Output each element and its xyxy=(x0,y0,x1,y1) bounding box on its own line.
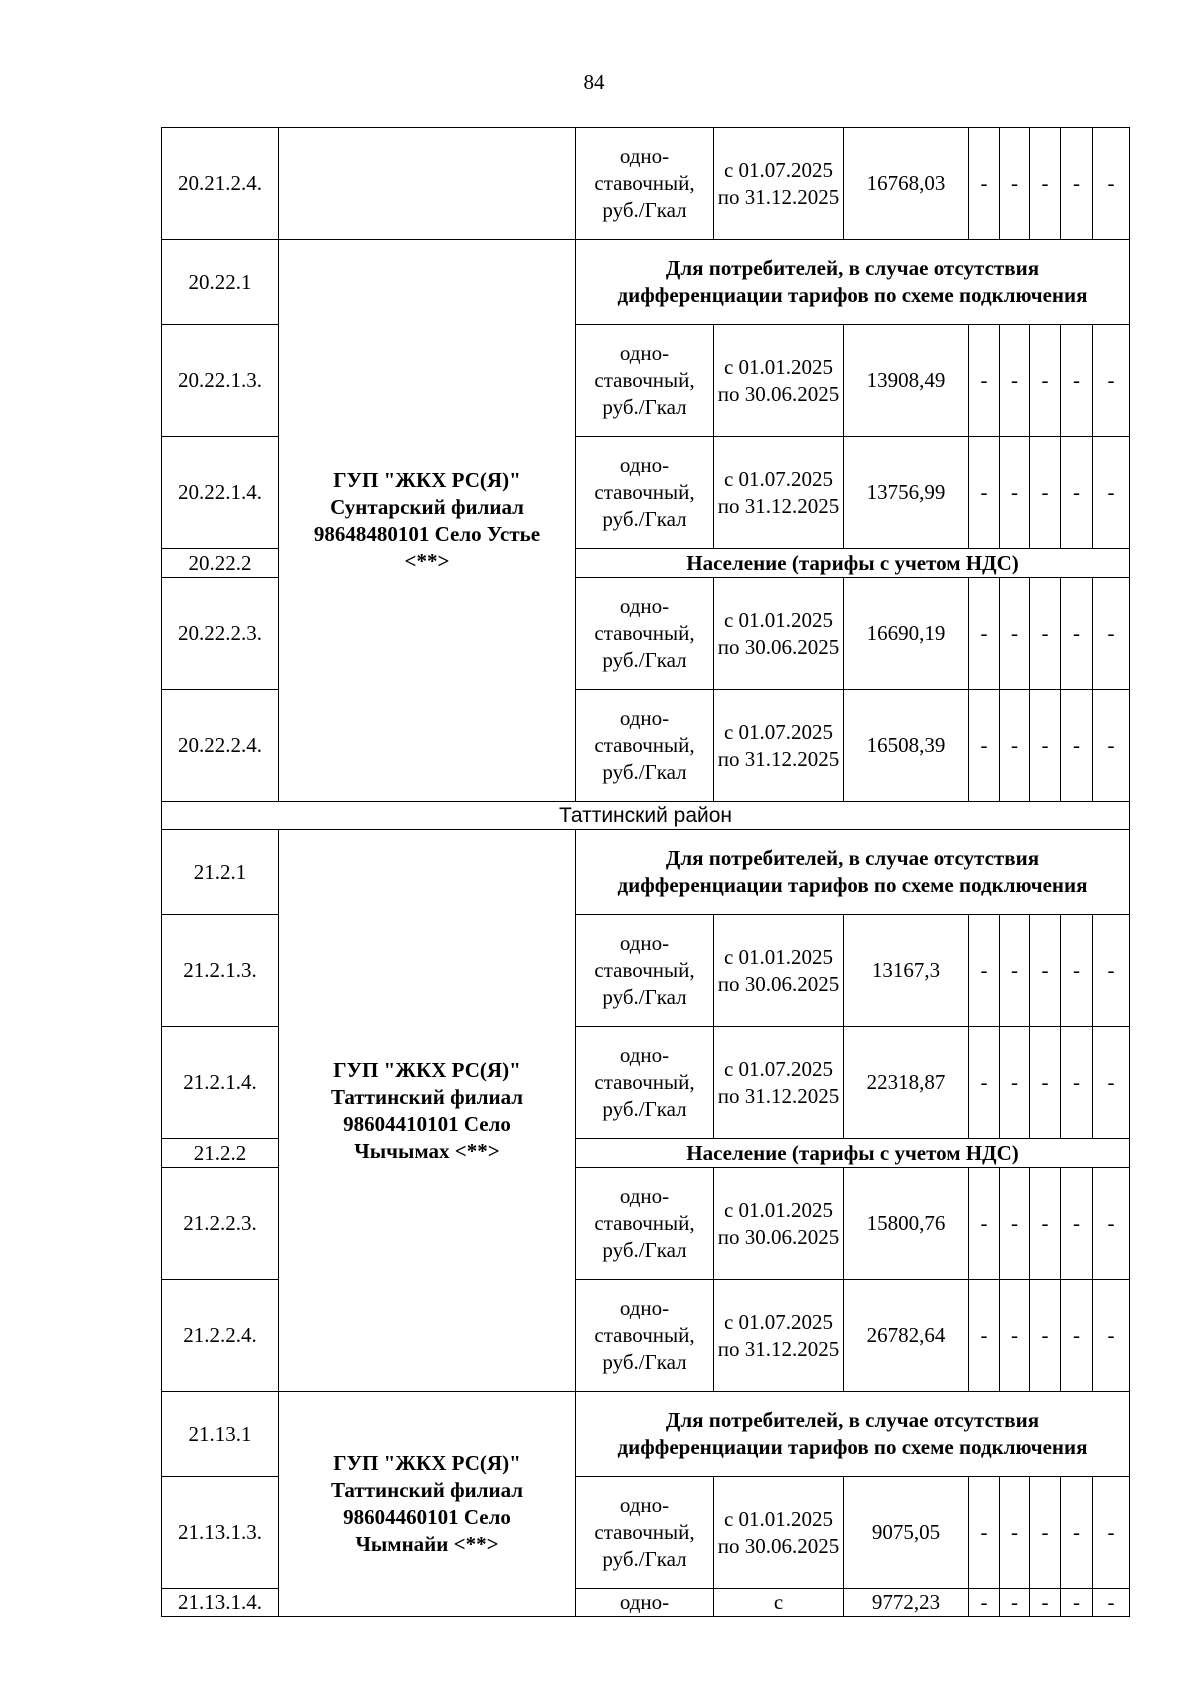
org-cell-empty xyxy=(279,128,576,240)
row-code: 20.22.2.3. xyxy=(162,578,279,690)
period: с xyxy=(714,1589,844,1617)
dash-cell: - xyxy=(1093,1280,1130,1392)
period: с 01.07.2025 по 31.12.2025 xyxy=(714,437,844,549)
dash-cell: - xyxy=(1093,325,1130,437)
dash-cell: - xyxy=(1061,578,1093,690)
row-code: 21.2.2 xyxy=(162,1139,279,1168)
dash-cell: - xyxy=(1000,1477,1030,1589)
section-header: Население (тарифы с учетом НДС) xyxy=(576,1139,1130,1168)
page-number: 84 xyxy=(583,70,605,94)
dash-cell: - xyxy=(1093,1168,1130,1280)
row-code: 21.2.1.3. xyxy=(162,915,279,1027)
dash-cell: - xyxy=(969,1477,1000,1589)
row-code: 20.22.2 xyxy=(162,549,279,578)
period: с 01.01.2025 по 30.06.2025 xyxy=(714,1168,844,1280)
table-row xyxy=(162,128,1130,240)
rate-type: одно-ставочный, руб./Гкал xyxy=(576,690,714,802)
dash-cell: - xyxy=(969,437,1000,549)
tariff-value: 13908,49 xyxy=(844,325,969,437)
period: с 01.07.2025 по 31.12.2025 xyxy=(714,128,844,240)
organization-cell: ГУП "ЖКХ РС(Я)" Таттинский филиал 98604410101 Село Чычымах <**> xyxy=(279,830,576,1392)
dash-cell: - xyxy=(969,1280,1000,1392)
dash-cell: - xyxy=(1061,1027,1093,1139)
row-code: 21.13.1 xyxy=(162,1392,279,1477)
row-code: 21.2.1.4. xyxy=(162,1027,279,1139)
dash-cell: - xyxy=(969,128,1000,240)
period: с 01.01.2025 по 30.06.2025 xyxy=(714,325,844,437)
dash-cell: - xyxy=(1030,325,1061,437)
period: с 01.07.2025 по 31.12.2025 xyxy=(714,1280,844,1392)
organization-cell: ГУП "ЖКХ РС(Я)" Сунтарский филиал 98648480101 Село Устье <**> xyxy=(279,240,576,802)
dash-cell: - xyxy=(1000,578,1030,690)
dash-cell: - xyxy=(1000,1168,1030,1280)
rate-type: одно-ставочный, руб./Гкал xyxy=(576,1477,714,1589)
dash-cell: - xyxy=(1030,1589,1061,1617)
period: с 01.01.2025 по 30.06.2025 xyxy=(714,1477,844,1589)
table-row xyxy=(162,240,1130,325)
row-code: 20.22.1 xyxy=(162,240,279,325)
rate-type: одно-ставочный, руб./Гкал xyxy=(576,437,714,549)
dash-cell: - xyxy=(1000,325,1030,437)
tariff-value: 22318,87 xyxy=(844,1027,969,1139)
tariff-value: 13756,99 xyxy=(844,437,969,549)
rate-type: одно-ставочный, руб./Гкал xyxy=(576,915,714,1027)
row-code: 20.22.2.4. xyxy=(162,690,279,802)
tariff-value: 9075,05 xyxy=(844,1477,969,1589)
dash-cell: - xyxy=(1030,128,1061,240)
section-header: Население (тарифы с учетом НДС) xyxy=(576,549,1130,578)
dash-cell: - xyxy=(1093,578,1130,690)
tariff-value: 16508,39 xyxy=(844,690,969,802)
section-header: Для потребителей, в случае отсутствия дифференциации тарифов по схеме подключения xyxy=(576,830,1130,915)
dash-cell: - xyxy=(1000,690,1030,802)
dash-cell: - xyxy=(969,1168,1000,1280)
rate-type: одно-ставочный, руб./Гкал xyxy=(576,128,714,240)
dash-cell: - xyxy=(1030,1168,1061,1280)
dash-cell: - xyxy=(1061,915,1093,1027)
tariff-value: 9772,23 xyxy=(844,1589,969,1617)
dash-cell: - xyxy=(1061,1589,1093,1617)
rate-type: одно-ставочный, руб./Гкал xyxy=(576,325,714,437)
dash-cell: - xyxy=(1061,690,1093,802)
section-header: Для потребителей, в случае отсутствия дифференциации тарифов по схеме подключения xyxy=(576,240,1130,325)
region-row xyxy=(162,802,1130,830)
organization-cell: ГУП "ЖКХ РС(Я)" Таттинский филиал 98604460101 Село Чымнайи <**> xyxy=(279,1392,576,1617)
dash-cell: - xyxy=(969,578,1000,690)
tariff-value: 13167,3 xyxy=(844,915,969,1027)
dash-cell: - xyxy=(1093,1477,1130,1589)
dash-cell: - xyxy=(1030,1027,1061,1139)
tariff-value: 15800,76 xyxy=(844,1168,969,1280)
rate-type: одно-ставочный, руб./Гкал xyxy=(576,1027,714,1139)
dash-cell: - xyxy=(1093,1027,1130,1139)
dash-cell: - xyxy=(1061,1477,1093,1589)
table-row xyxy=(162,1392,1130,1477)
region-title: Таттинский район xyxy=(162,802,1130,830)
dash-cell: - xyxy=(1030,1477,1061,1589)
rate-type: одно-ставочный, руб./Гкал xyxy=(576,1168,714,1280)
rate-type: одно- xyxy=(576,1589,714,1617)
period: с 01.01.2025 по 30.06.2025 xyxy=(714,915,844,1027)
rate-type: одно-ставочный, руб./Гкал xyxy=(576,1280,714,1392)
period: с 01.01.2025 по 30.06.2025 xyxy=(714,578,844,690)
row-code: 21.13.1.4. xyxy=(162,1589,279,1617)
dash-cell: - xyxy=(1030,578,1061,690)
dash-cell: - xyxy=(969,915,1000,1027)
dash-cell: - xyxy=(1030,437,1061,549)
dash-cell: - xyxy=(1000,128,1030,240)
dash-cell: - xyxy=(1093,437,1130,549)
rate-type: одно-ставочный, руб./Гкал xyxy=(576,578,714,690)
dash-cell: - xyxy=(969,690,1000,802)
dash-cell: - xyxy=(1000,1027,1030,1139)
dash-cell: - xyxy=(1000,437,1030,549)
dash-cell: - xyxy=(969,1589,1000,1617)
tariff-value: 16690,19 xyxy=(844,578,969,690)
dash-cell: - xyxy=(1000,1589,1030,1617)
row-code: 21.2.1 xyxy=(162,830,279,915)
dash-cell: - xyxy=(1000,1280,1030,1392)
dash-cell: - xyxy=(1061,437,1093,549)
tariff-value: 26782,64 xyxy=(844,1280,969,1392)
period: с 01.07.2025 по 31.12.2025 xyxy=(714,690,844,802)
section-header: Для потребителей, в случае отсутствия дифференциации тарифов по схеме подключения xyxy=(576,1392,1130,1477)
dash-cell: - xyxy=(969,325,1000,437)
row-code: 21.2.2.4. xyxy=(162,1280,279,1392)
dash-cell: - xyxy=(1061,325,1093,437)
period: с 01.07.2025 по 31.12.2025 xyxy=(714,1027,844,1139)
dash-cell: - xyxy=(1000,915,1030,1027)
dash-cell: - xyxy=(1061,128,1093,240)
row-code: 21.13.1.3. xyxy=(162,1477,279,1589)
row-code: 20.22.1.3. xyxy=(162,325,279,437)
tariff-table xyxy=(161,127,1130,1617)
row-code: 21.2.2.3. xyxy=(162,1168,279,1280)
row-code: 20.22.1.4. xyxy=(162,437,279,549)
dash-cell: - xyxy=(1061,1168,1093,1280)
dash-cell: - xyxy=(1030,1280,1061,1392)
dash-cell: - xyxy=(1061,1280,1093,1392)
table-row xyxy=(162,830,1130,915)
dash-cell: - xyxy=(1093,128,1130,240)
dash-cell: - xyxy=(1093,1589,1130,1617)
dash-cell: - xyxy=(1093,915,1130,1027)
dash-cell: - xyxy=(1030,915,1061,1027)
dash-cell: - xyxy=(969,1027,1000,1139)
dash-cell: - xyxy=(1093,690,1130,802)
dash-cell: - xyxy=(1030,690,1061,802)
row-code: 20.21.2.4. xyxy=(162,128,279,240)
tariff-value: 16768,03 xyxy=(844,128,969,240)
